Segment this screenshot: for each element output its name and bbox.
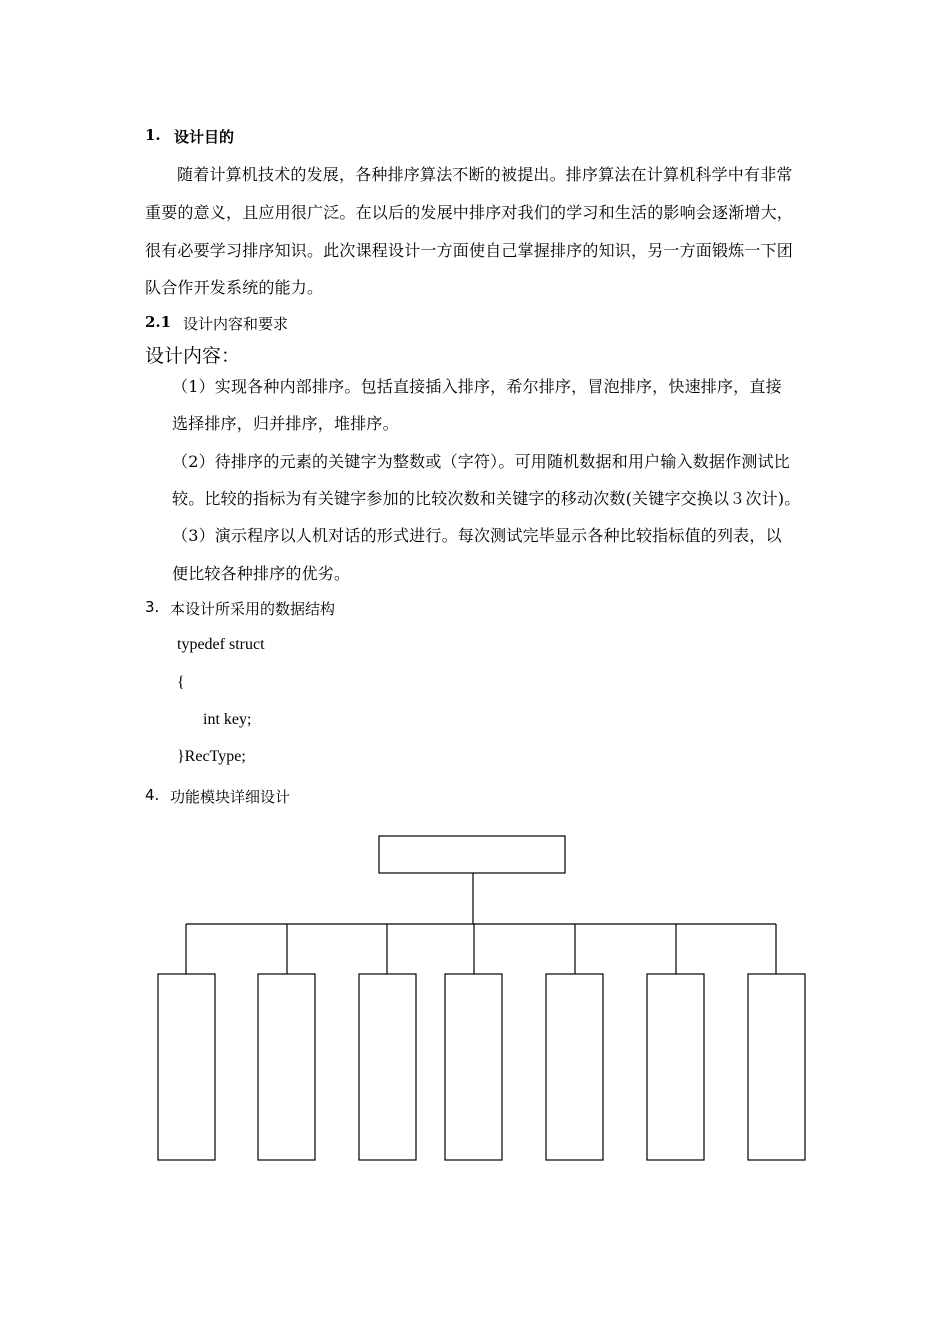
code-line-3: int key; bbox=[203, 711, 252, 728]
root-module-box bbox=[379, 836, 565, 873]
child-module-box-1 bbox=[158, 974, 215, 1160]
child-module-box-3 bbox=[359, 974, 416, 1160]
section-4-title: 功能模块详细设计 bbox=[170, 788, 291, 806]
section-1-para-line-1: 随着计算机技术的发展，各种排序算法不断的被提出。排序算法在计算机科学中有非常 bbox=[177, 165, 793, 184]
item-1-line-2: 选择排序，归并排序，堆排序。 bbox=[172, 414, 399, 433]
child-module-box-6 bbox=[647, 974, 704, 1160]
section-1-para-line-3: 很有必要学习排序知识。此次课程设计一方面使自己掌握排序的知识，另一方面锻炼一下团 bbox=[145, 241, 794, 260]
child-module-box-5 bbox=[546, 974, 603, 1160]
section-2-title: 设计内容和要求 bbox=[183, 315, 289, 333]
child-module-box-4 bbox=[445, 974, 502, 1160]
child-module-box-2 bbox=[258, 974, 315, 1160]
item-3-line-2: 便比较各种排序的优劣。 bbox=[172, 564, 351, 583]
code-line-1: typedef struct bbox=[177, 636, 265, 653]
code-line-4: }RecType; bbox=[177, 748, 246, 765]
item-2-line-1: （2）待排序的元素的关键字为整数或（字符）。可用随机数据和用户输入数据作测试比 bbox=[172, 452, 790, 471]
section-3-number: 3. bbox=[145, 598, 160, 616]
code-line-2: { bbox=[177, 674, 185, 691]
section-1-para-line-4: 队合作开发系统的能力。 bbox=[145, 278, 324, 297]
section-3-title: 本设计所采用的数据结构 bbox=[170, 600, 336, 618]
section-2-number: 2.1 bbox=[145, 313, 172, 331]
child-module-box-7 bbox=[748, 974, 805, 1160]
design-content-subheading: 设计内容： bbox=[145, 345, 241, 367]
item-3-line-1: （3）演示程序以人机对话的形式进行。每次测试完毕显示各种比较指标值的列表，以 bbox=[172, 526, 782, 545]
section-4-number: 4. bbox=[145, 786, 160, 804]
section-1-number: 1. bbox=[145, 126, 161, 144]
section-1-title: 设计目的 bbox=[174, 128, 235, 146]
section-1-para-line-2: 重要的意义，且应用很广泛。在以后的发展中排序对我们的学习和生活的影响会逐渐增大， bbox=[145, 203, 794, 222]
item-1-line-1: （1）实现各种内部排序。包括直接插入排序，希尔排序，冒泡排序，快速排序，直接 bbox=[172, 377, 782, 396]
item-2-line-2: 较。比较的指标为有关键字参加的比较次数和关键字的移动次数(关键字交换以３次计)。 bbox=[172, 489, 801, 508]
